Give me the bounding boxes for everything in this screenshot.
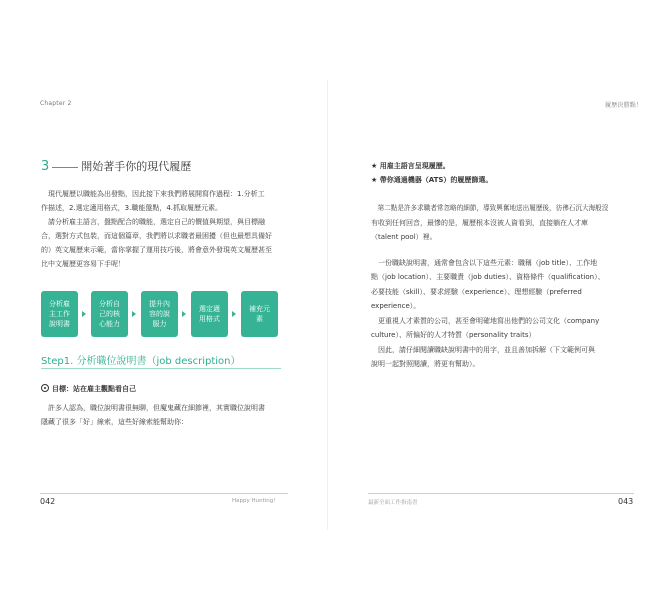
goal-paragraph [41,401,287,429]
footer-text-right: 最新全面工作指南書 [368,500,418,506]
right-body-text [371,201,621,372]
bullet-list [371,159,492,187]
footer-rule-right [368,493,634,494]
flow-step-3 [141,291,178,337]
step-title: Step1. 分析職位說明書（job description） [41,356,241,367]
intro-line: 現代履歷以職能為出發點，因此接下來我們將展開寫作過程：1.分析工 [41,190,265,198]
page-number-right: 043 [618,497,634,506]
section-title-text: 開始著手你的現代履歷 [81,160,192,173]
body-line: experience）。 [371,302,421,310]
flow-arrow-icon [182,311,186,317]
body-line: 有收到任何回音，最慘的是，履歷根本沒被人資看到，直接躺在人才庫 [371,218,588,227]
flow-arrow-icon [232,311,236,317]
intro-line: 作描述，2.選定適用格式，3.職能盤點，4.抓取履歷元素。 [41,204,223,212]
body-line: 點（job location）、主要職責（job duties）、資格條件（qualification）、 [371,273,605,281]
bullet-item: ★ 用雇主語言呈現履歷。 [371,162,450,170]
goal-heading [41,384,136,394]
goal-line: 隱藏了很多「好」線索，這些好線索能幫助你： [41,418,188,426]
flow-step-2 [91,291,128,337]
flow-arrow-icon [132,311,136,317]
intro-line: 的）英文履歷來示範，當你掌握了運用技巧後，將會意外發現英文履歷甚至 [41,246,272,254]
body-line: 因此，請仔細閱讀職缺說明書中的用字，並且善加拆解（下文範例可與 [371,345,595,354]
intro-line: 比中文履歷更容易下手呢！ [41,260,125,268]
section-title [41,158,191,174]
left-page [0,0,327,609]
intro-line: 請分析雇主語言，盤點配合的職能，選定自己的價值與期望，與目標融 [41,218,265,226]
goal-line: 許多人認為，職位說明書很無聊，但魔鬼藏在細節裡，其實職位說明書 [41,404,265,412]
intro-line: 合，選對方式包裝，而這個篇章，我們將以求職者最困擾（但也最想具備好 [41,232,272,240]
body-line: 更重視人才素質的公司，甚至會明確地寫出他們的公司文化（company [371,316,600,325]
target-icon [41,384,49,392]
running-head-left: Chapter 2 [40,100,72,107]
goal-text: 目標：站在雇主觀點看自己 [52,385,136,393]
flow-step-4 [191,291,228,337]
flow-step-5 [241,291,278,337]
body-line: 一份職缺說明書，通常會包含以下這些元素：職稱（job title）、工作地 [371,258,598,267]
intro-paragraph [41,187,287,271]
page-number-left: 042 [40,497,56,506]
flow-arrow-icon [82,311,86,317]
flow-step-label: 補充元素 [249,305,270,323]
footer-rule-left [40,493,288,494]
body-line: culture）、所偏好的人才特質（personality traits） [371,331,536,339]
section-dash [52,167,78,168]
bullet-item: ★ 帶你通過機器（ATS）的履歷篩選。 [371,176,493,184]
running-head-right: 履歷決勝點！ [605,102,643,109]
flow-step-label: 提升內容的說服力 [149,300,170,328]
body-line: 說明一起對照閱讀，將更有幫助）。 [371,360,480,368]
step-title-underline [41,368,281,369]
flow-step-label: 選定適用格式 [199,305,220,323]
section-number: 3 [41,159,50,174]
body-line [371,245,621,256]
flow-step-label: 分析雇主工作說明書 [49,300,70,328]
footer-text-left: Happy Hunting! [232,498,276,504]
body-line: 第二點是許多求職者常忽略的細節，導致興奮地送出履歷後，彷彿石沉大海般沒 [371,204,609,212]
flow-step-1 [41,291,78,337]
process-flow [41,291,281,337]
body-line: （talent pool）裡。 [371,233,437,241]
body-line: 必要技能（skill）、要求經驗（experience）、理想經驗（preferred [371,287,582,296]
flow-step-label: 分析自己的核心能力 [99,300,120,328]
